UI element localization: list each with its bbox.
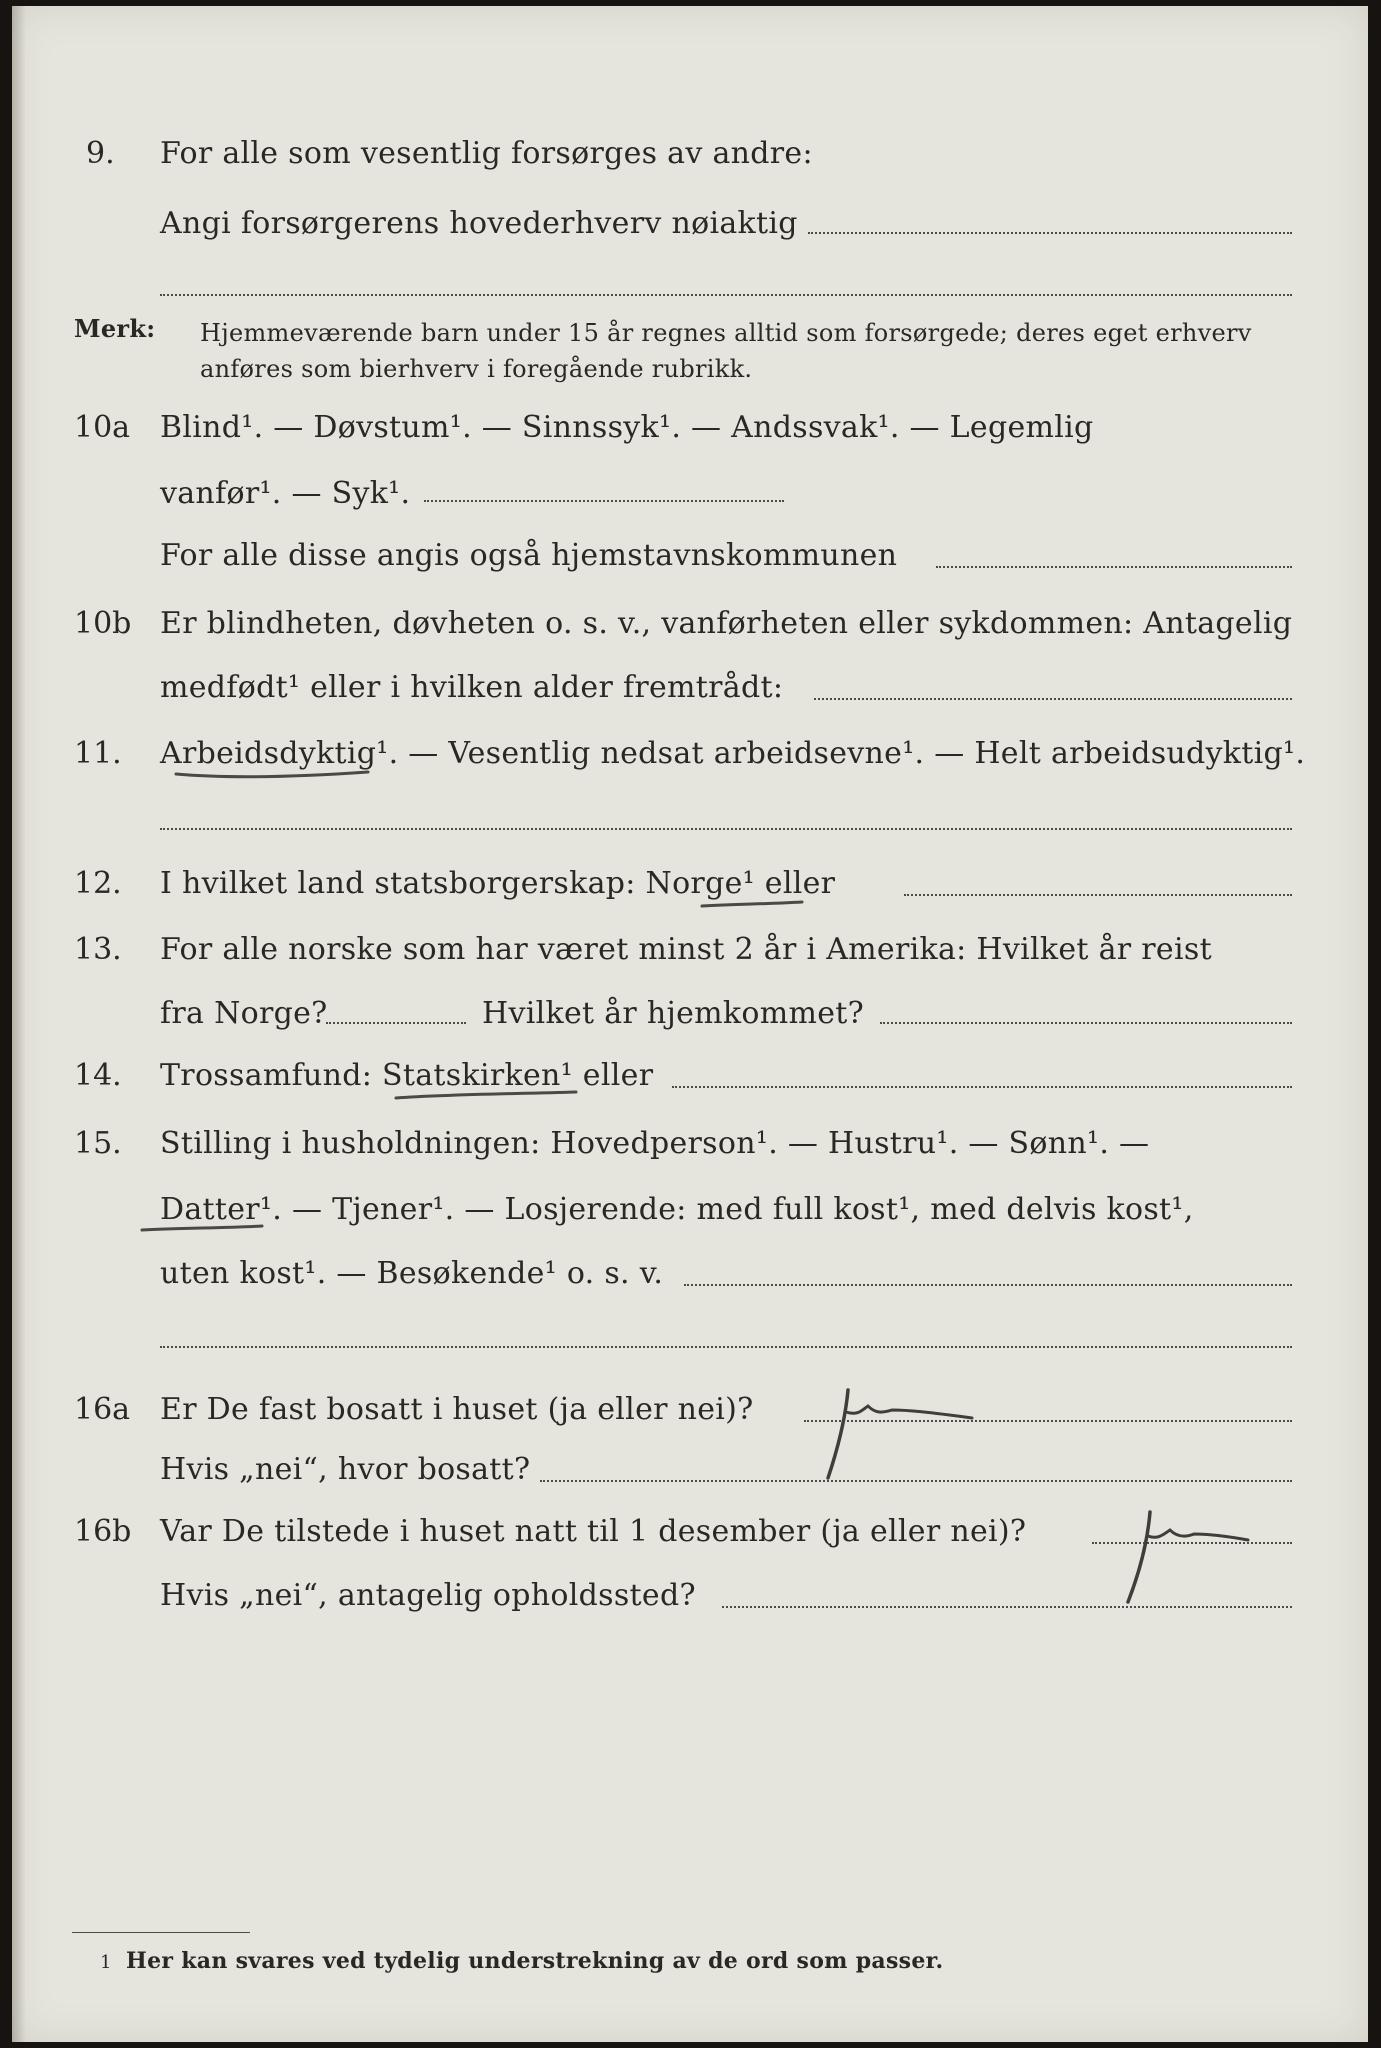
merk-text-1: Hjemmeværende barn under 15 år regnes alltid som forsørgede; deres eget erhverv — [200, 319, 1252, 347]
q10b-age-field[interactable] — [814, 698, 1292, 700]
q12-text: I hvilket land statsborgerskap: Norge¹ eller — [160, 866, 836, 901]
footnote-mark: 1 — [100, 1952, 112, 1973]
q14-underline-mark — [392, 1088, 582, 1112]
q14-denomination-field[interactable] — [672, 1086, 1292, 1088]
merk-text-2: anføres som bierhverv i foregående rubrikk. — [200, 355, 753, 383]
q15-number: 15. — [74, 1126, 122, 1161]
q13-emigration-year-field[interactable] — [326, 1022, 466, 1024]
q9-extra-line[interactable] — [160, 294, 1292, 296]
q10a-text-1: Blind¹. — Døvstum¹. — Sinnssyk¹. — Andssvak¹. — Legemlig — [160, 410, 1094, 445]
q13-return-year-field[interactable] — [880, 1022, 1292, 1024]
q9-number: 9. — [86, 136, 115, 171]
q10b-text-2: medfødt¹ eller i hvilken alder fremtrådt: — [160, 670, 784, 705]
q10a-disability-field[interactable] — [424, 500, 784, 502]
q16a-text-1: Er De fast bosatt i huset (ja eller nei)? — [160, 1392, 754, 1427]
q10b-text-1: Er blindheten, døvheten o. s. v., vanførheten eller sykdommen: Antagelig — [160, 606, 1293, 641]
q16a-text-2: Hvis „nei“, hvor bosatt? — [160, 1452, 531, 1487]
q12-number: 12. — [74, 866, 122, 901]
q14-number: 14. — [74, 1058, 122, 1093]
q10a-number: 10a — [74, 410, 131, 445]
q16b-text-2: Hvis „nei“, antagelig opholdssted? — [160, 1578, 696, 1613]
census-form-page — [12, 6, 1368, 2042]
q9-occupation-field[interactable] — [808, 232, 1292, 234]
merk-label: Merk: — [74, 314, 156, 343]
footnote-divider — [72, 1932, 250, 1933]
q10a-home-municipality-field[interactable] — [936, 566, 1292, 568]
q13-text-2a: fra Norge? — [160, 996, 328, 1031]
q15-household-field[interactable] — [684, 1284, 1292, 1286]
page-edge-shadow — [12, 6, 26, 2042]
q16b-text-1: Var De tilstede i huset natt til 1 desember (ja eller nei)? — [160, 1514, 1027, 1549]
q15-text-3: uten kost¹. — Besøkende¹ o. s. v. — [160, 1256, 664, 1291]
q10b-number: 10b — [74, 606, 132, 641]
q16a-residence-field[interactable] — [540, 1480, 1292, 1482]
q13-text-1: For alle norske som har været minst 2 år i Amerika: Hvilket år reist — [160, 932, 1212, 967]
q15-underline-mark — [138, 1220, 268, 1244]
q10a-text-3: For alle disse angis også hjemstavnskommunen — [160, 538, 898, 573]
q15-text-1: Stilling i husholdningen: Hovedperson¹. — Hustru¹. — Sønn¹. — — [160, 1126, 1150, 1161]
q10a-text-2: vanfør¹. — Syk¹. — [160, 476, 411, 511]
q11-extra-line[interactable] — [160, 828, 1292, 830]
q16a-number: 16a — [74, 1392, 131, 1427]
q16b-handwritten-answer — [1098, 1506, 1258, 1620]
q9-text: For alle som vesentlig forsørges av andre: — [160, 136, 813, 171]
footnote-text: Her kan svares ved tydelig understrekning av de ord som passer. — [126, 1948, 944, 1974]
q15-text-2: Datter¹. — Tjener¹. — Losjerende: med full kost¹, med delvis kost¹, — [160, 1192, 1194, 1227]
q12-citizenship-field[interactable] — [904, 894, 1292, 896]
q14-text: Trossamfund: Statskirken¹ eller — [160, 1058, 654, 1093]
q16b-number: 16b — [74, 1514, 132, 1549]
q13-text-2b: Hvilket år hjemkommet? — [482, 996, 865, 1031]
q9-occupation-label: Angi forsørgerens hovederhverv nøiaktig — [160, 206, 798, 241]
q15-extra-line[interactable] — [160, 1346, 1292, 1348]
q11-number: 11. — [74, 736, 122, 771]
q16a-handwritten-answer — [788, 1382, 988, 1496]
q16b-whereabouts-field[interactable] — [722, 1606, 1292, 1608]
q11-underline-mark — [172, 766, 372, 790]
q11-text: Arbeidsdyktig¹. — Vesentlig nedsat arbeidsevne¹. — Helt arbeidsudyktig¹. — [160, 736, 1306, 771]
q13-number: 13. — [74, 932, 122, 967]
q12-underline-mark — [698, 896, 808, 920]
